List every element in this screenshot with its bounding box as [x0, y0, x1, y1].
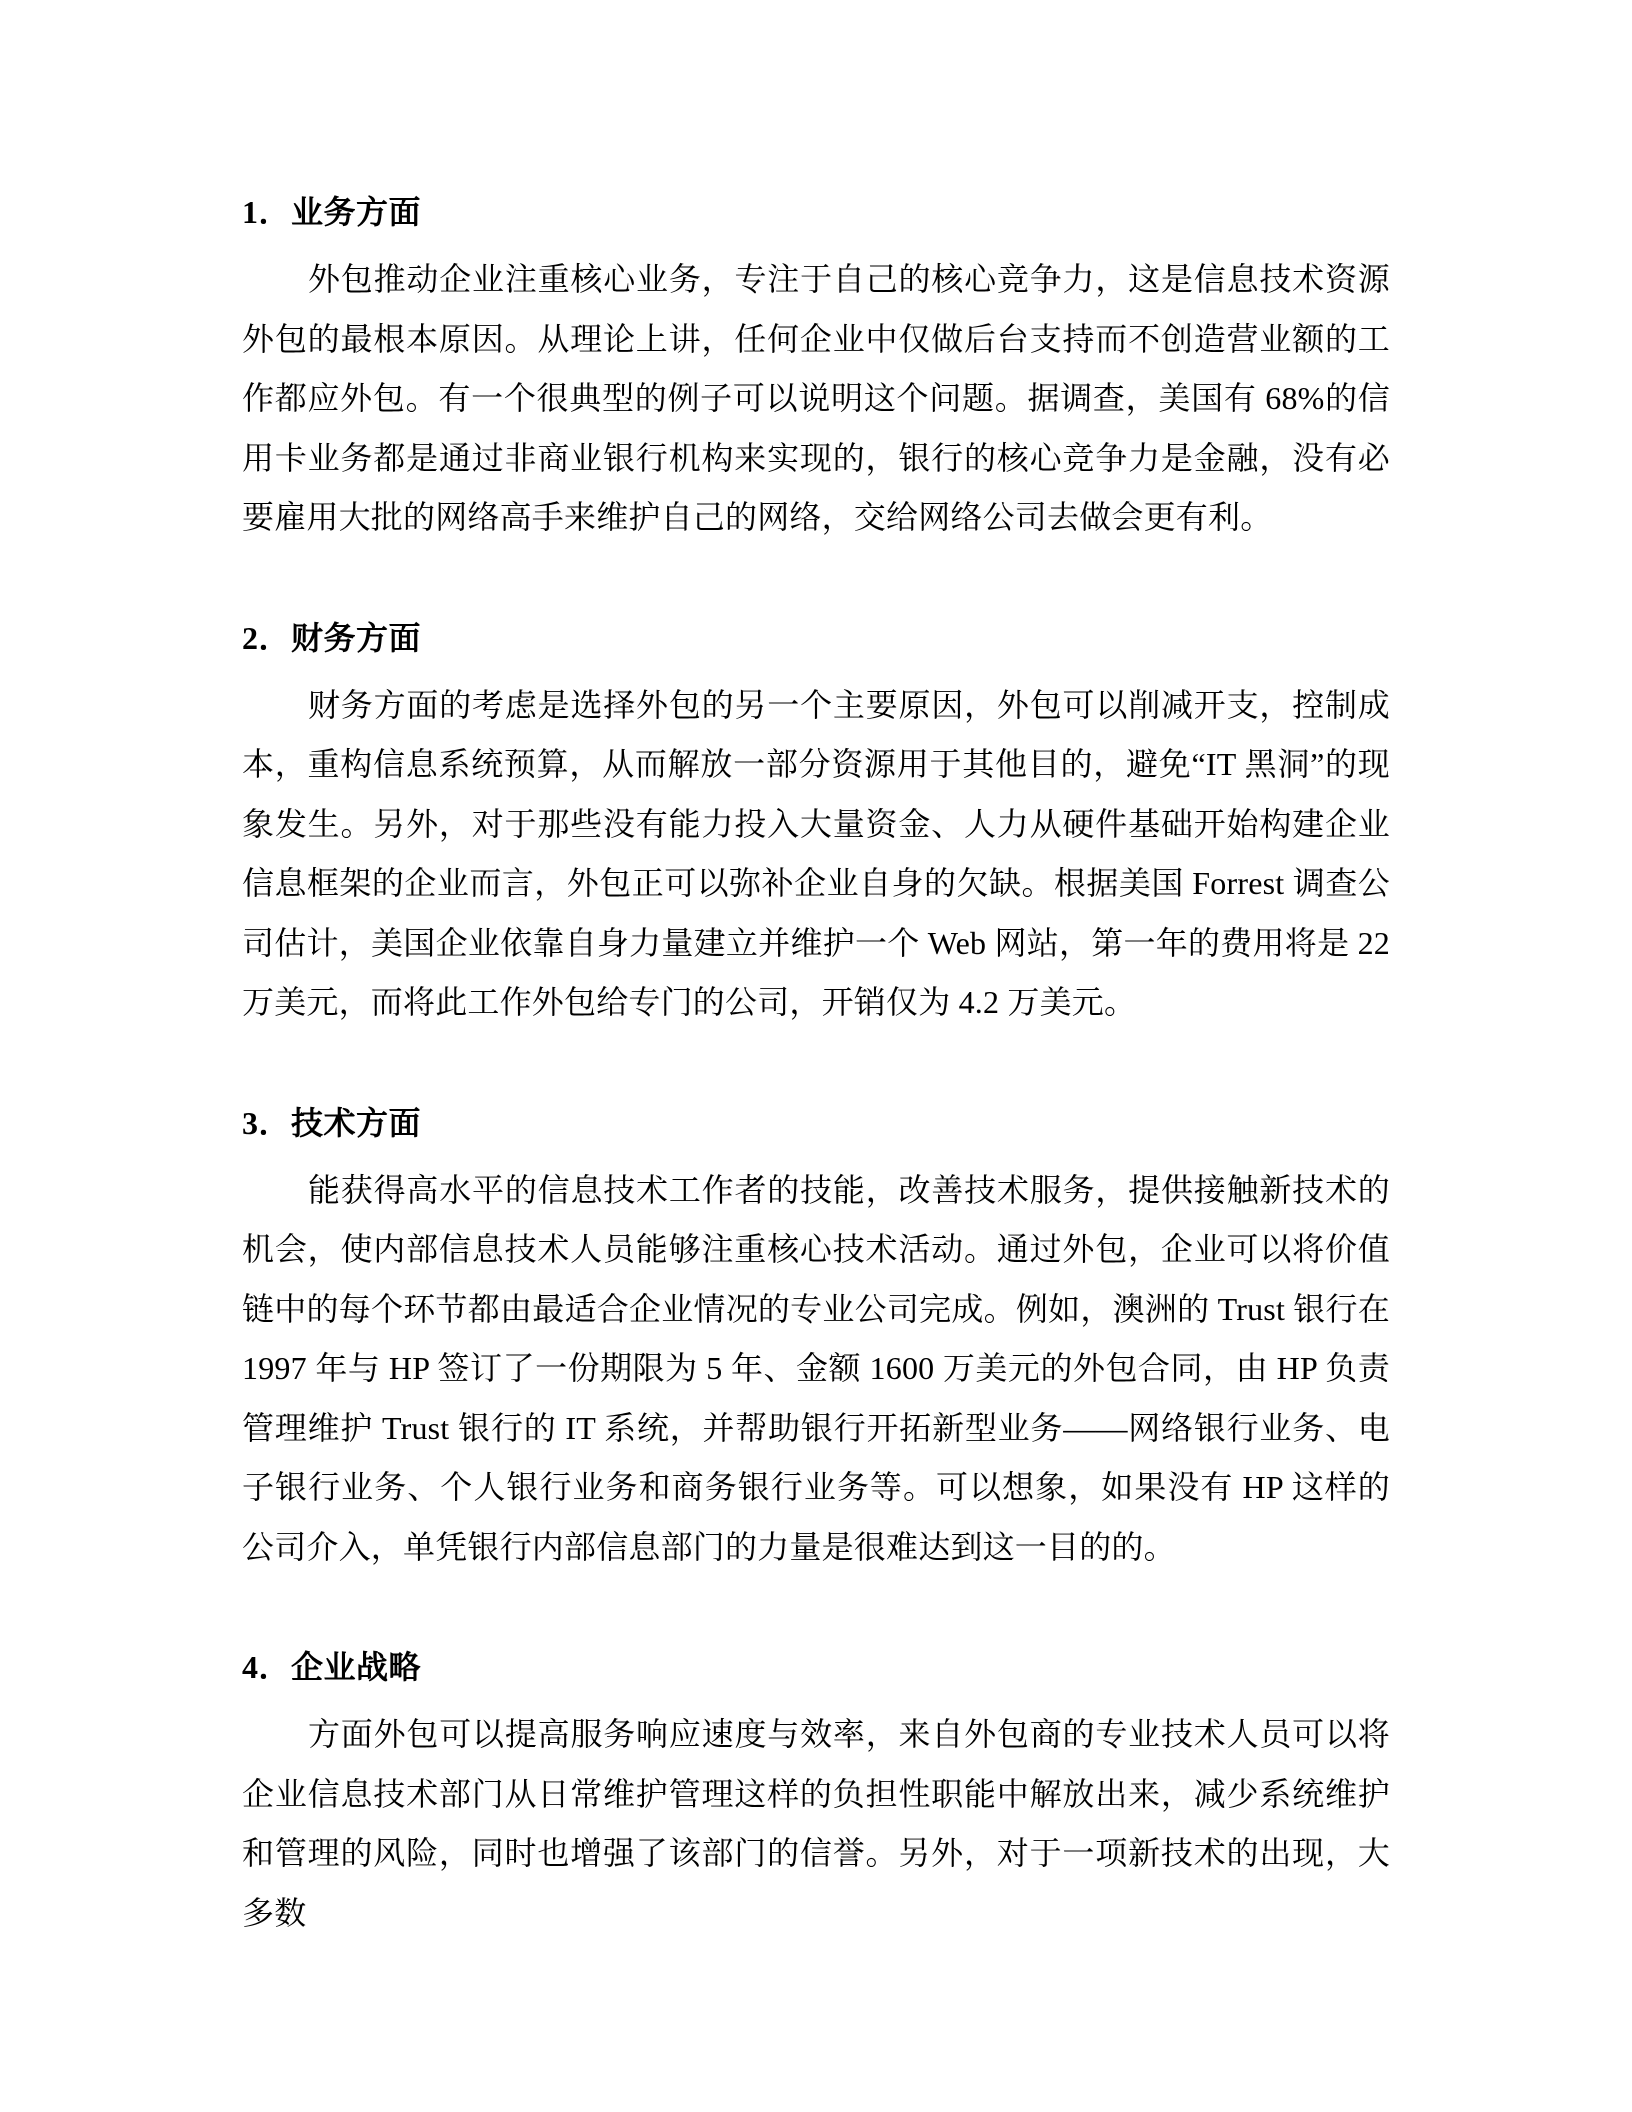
section-1-paragraph: 外包推动企业注重核心业务，专注于自己的核心竞争力，这是信息技术资源外包的最根本原因。从理论上讲，任何企业中仅做后台支持而不创造营业额的工作都应外包。有一个很典型的例子可以说明这个问题。据调查，美国有 68%的信用卡业务都是通过非商业银行机构来实现的，银行的核心竞争力是金融，没有必要雇用大批的网络高手来维护自己的网络，交给网络公司去做会更有利。: [242, 261, 1390, 535]
section-3-heading: 3．技术方面: [242, 1104, 422, 1141]
section-finance: [242, 620, 1390, 1033]
section-4-paragraph: 方面外包可以提高服务响应速度与效率，来自外包商的专业技术人员可以将企业信息技术部门从日常维护管理这样的负担性职能中解放出来，减少系统维护和管理的风险，同时也增强了该部门的信誉。另外，对于一项新技术的出现，大多数: [242, 1716, 1390, 1931]
section-business: [242, 194, 1390, 548]
section-4-heading: 4．企业战略: [242, 1649, 422, 1685]
section-2-heading: 2．财务方面: [242, 619, 422, 656]
section-strategy: [242, 1649, 1390, 1943]
section-3-paragraph: 能获得高水平的信息技术工作者的技能，改善技术服务，提供接触新技术的机会，使内部信息技术人员能够注重核心技术活动。通过外包，企业可以将价值链中的每个环节都由最适合企业情况的专业公司完成。例如，澳洲的 Trust 银行在 1997 年与 HP 签订了一份期限为 5 年、金额 1600 万美元的外包合同，由 HP 负责管理维护 Trust 银行的 IT 系统，并帮助银行开拓新型业务——网络银行业务、电子银行业务、个人银行业务和商务银行业务等。可以想象，如果没有 HP 这样的公司介入，单凭银行内部信息部门的力量是很难达到这一目的的。: [242, 1171, 1390, 1565]
section-2-paragraph: 财务方面的考虑是选择外包的另一个主要原因，外包可以削减开支，控制成本，重构信息系统预算，从而解放一部分资源用于其他目的，避免“IT 黑洞”的现象发生。另外，对于那些没有能力投入大量资金、人力从硬件基础开始构建企业信息框架的企业而言，外包正可以弥补企业自身的欠缺。根据美国 Forrest 调查公司估计，美国企业依靠自身力量建立并维护一个 Web 网站，第一年的费用将是 22 万美元，而将此工作外包给专门的公司，开销仅为 4.2 万美元。: [242, 686, 1390, 1020]
section-1-heading: 1．业务方面: [242, 194, 422, 230]
section-technology: [242, 1105, 1390, 1578]
